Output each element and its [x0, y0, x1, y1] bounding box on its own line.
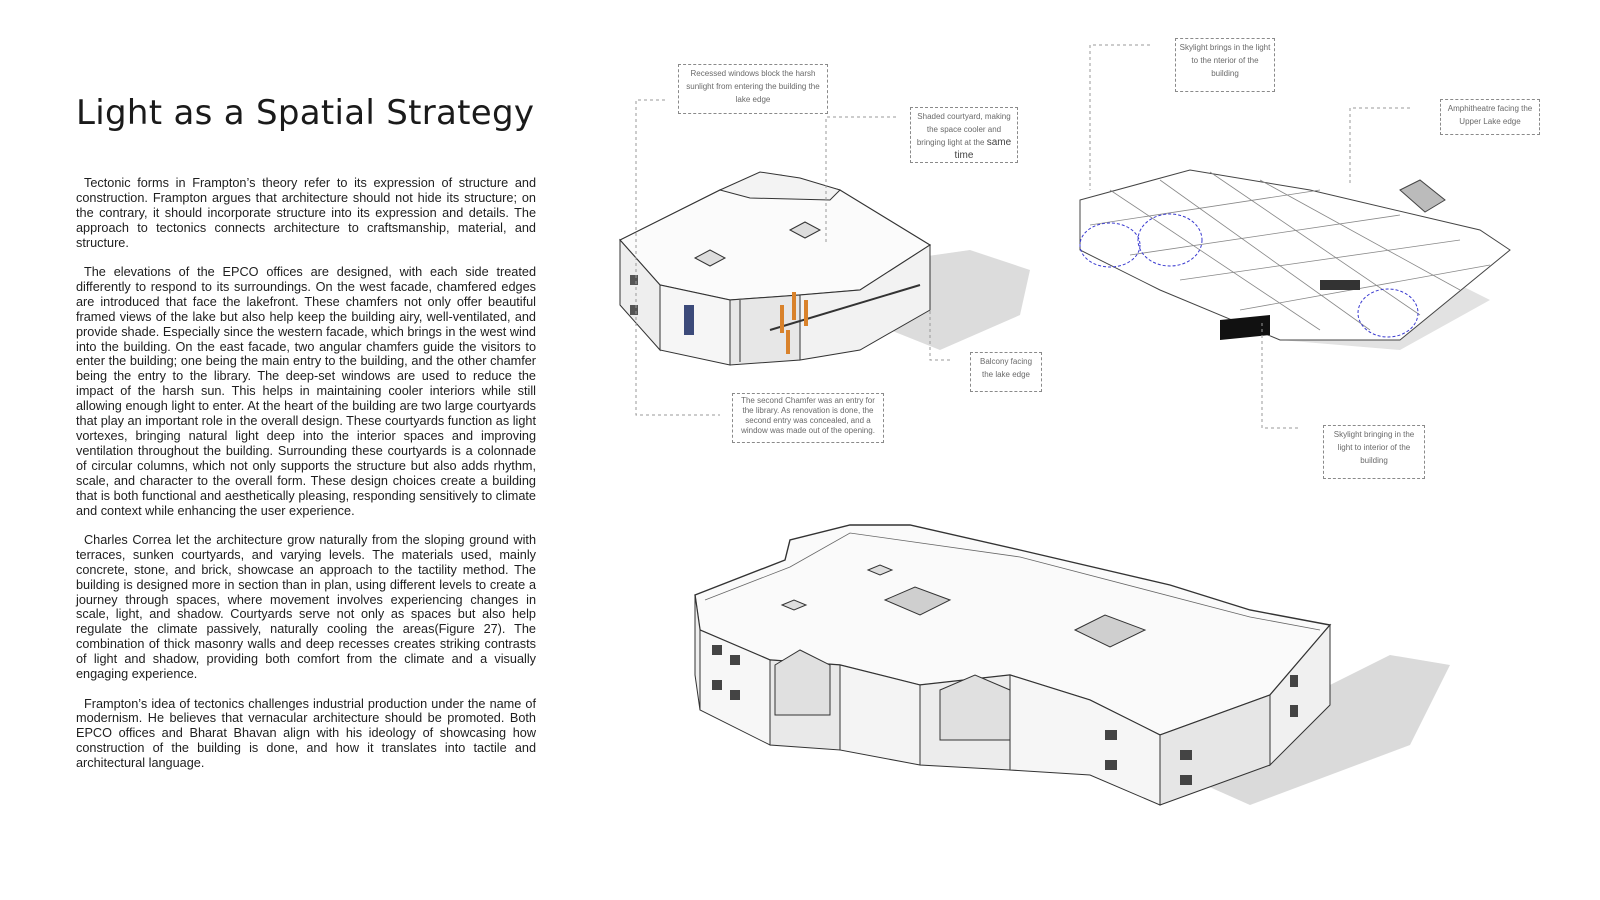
paragraph-3: Charles Correa let the architecture grow naturally from the sloping ground with terraces, sunken courtyards, and varying levels. The materials used, mainly concrete, stone, and brick, showcase an approach to the tactility method. The building is designed more in section than in plan, using different levels to create a journey through spaces, where movement involves experiencing changes in scale, light, and shadow. Courtyards serve not only as spaces but also help regulate the climate passively, naturally cooling the areas(Figure 27). The combination of thick masonry walls and deep recesses creates striking contrasts of light and shadow, providing both comfort from the climate and a visually engaging experience.: [76, 532, 536, 682]
paragraph-4: Frampton’s idea of tectonics challenges industrial production under the name of modernism. He believes that vernacular architecture should be promoted. Both EPCO offices and Bharat Bhavan align with his ideology of showcasing how construction of the building is done, and how it translates into tactile and architectural language.: [76, 696, 536, 771]
callout-amphitheatre: Amphitheatre facing the Upper Lake edge: [1440, 99, 1540, 135]
callout-skylight-bottom: Skylight bringing in the light to interior of the building: [1323, 425, 1425, 479]
building-axonometric-drawing: [690, 515, 1470, 825]
body-text: [76, 176, 536, 786]
callout-recessed-windows: Recessed windows block the harsh sunlight from entering the building the lake edge: [678, 64, 828, 114]
callout-balcony: Balcony facing the lake edge: [970, 352, 1042, 392]
callout-skylight-top: Skylight brings in the light to the nterior of the building: [1175, 38, 1275, 92]
paragraph-2: The elevations of the EPCO offices are designed, with each side treated differently to respond to its surroundings. On the west facade, chamfered edges are introduced that face the lakefront. These chamfers not only offer beautiful framed views of the lake but also help keep the building airy, well-ventilated, and provide shade. Especially since the western facade, which brings in the west wind into the building. On the east facade, two angular chamfers guide the visitors to enter the building; one being the main entry to the building, and the other chamfer being the entry to the library. The deep-set windows are used to reduce the impact of the harsh sun. This helps in maintaining cooler interiors while still allowing enough light to enter. At the heart of the building are two large courtyards that play an important role in the overall design. These courtyards function as light vortexes, bringing natural light deep into the interior spaces and improving ventilation throughout the building. Surrounding these courtyards is a colonnade of circular columns, which not only supports the structure but also adds rhythm, scale, and character to the overall form. These design choices create a building that is both functional and aesthetically pleasing, responding sensitively to climate and context while enhancing the user experience.: [76, 265, 536, 518]
paragraph-1: Tectonic forms in Frampton’s theory refer to its expression of structure and construction. Frampton argues that architecture should not hide its structure; on the contrary, it should incorporate structure into its expression and details. The approach to tectonics connects architecture to craftsmanship, material, and structure.: [76, 176, 536, 250]
page-title: Light as a Spatial Strategy: [76, 92, 535, 133]
callout-shaded-courtyard: Shaded courtyard, making the space cooler and bringing light at the same time: [910, 107, 1018, 163]
callout-second-chamfer: The second Chamfer was an entry for the library. As renovation is done, the second entry was concealed, and a window was made out of the opening.: [732, 393, 884, 443]
